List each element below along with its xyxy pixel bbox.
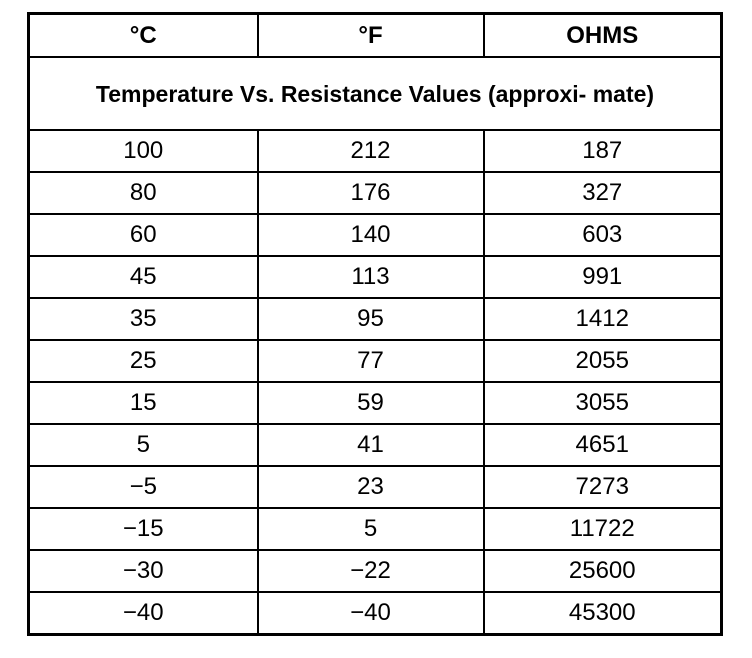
celsius-cell: −15 [29, 508, 258, 550]
ohms-cell: 187 [484, 130, 722, 172]
celsius-cell: 100 [29, 130, 258, 172]
fahrenheit-cell: 5 [258, 508, 484, 550]
ohms-cell: 11722 [484, 508, 722, 550]
table-row [29, 256, 722, 298]
table-caption: Temperature Vs. Resistance Values (approxi- mate) [29, 57, 722, 130]
celsius-cell: 60 [29, 214, 258, 256]
celsius-cell: 25 [29, 340, 258, 382]
fahrenheit-cell: 113 [258, 256, 484, 298]
header-ohms: OHMS [484, 14, 722, 58]
ohms-cell: 603 [484, 214, 722, 256]
celsius-cell: 15 [29, 382, 258, 424]
celsius-cell: 80 [29, 172, 258, 214]
table-row [29, 298, 722, 340]
ohms-cell: 1412 [484, 298, 722, 340]
table-row [29, 508, 722, 550]
ohms-cell: 25600 [484, 550, 722, 592]
ohms-cell: 4651 [484, 424, 722, 466]
celsius-cell: −40 [29, 592, 258, 635]
header-celsius: °C [29, 14, 258, 58]
header-row [29, 14, 722, 58]
table-row [29, 172, 722, 214]
fahrenheit-cell: 77 [258, 340, 484, 382]
celsius-cell: 5 [29, 424, 258, 466]
fahrenheit-cell: −22 [258, 550, 484, 592]
table-row [29, 340, 722, 382]
fahrenheit-cell: 212 [258, 130, 484, 172]
ohms-cell: 3055 [484, 382, 722, 424]
table-row [29, 592, 722, 635]
celsius-cell: 35 [29, 298, 258, 340]
ohms-cell: 7273 [484, 466, 722, 508]
fahrenheit-cell: −40 [258, 592, 484, 635]
celsius-cell: 45 [29, 256, 258, 298]
ohms-cell: 991 [484, 256, 722, 298]
fahrenheit-cell: 140 [258, 214, 484, 256]
fahrenheit-cell: 23 [258, 466, 484, 508]
fahrenheit-cell: 176 [258, 172, 484, 214]
temperature-resistance-table [27, 12, 723, 636]
header-fahrenheit: °F [258, 14, 484, 58]
table-row [29, 550, 722, 592]
table-row [29, 424, 722, 466]
fahrenheit-cell: 95 [258, 298, 484, 340]
celsius-cell: −30 [29, 550, 258, 592]
table-row [29, 214, 722, 256]
caption-row [29, 57, 722, 130]
table-row [29, 130, 722, 172]
fahrenheit-cell: 41 [258, 424, 484, 466]
ohms-cell: 327 [484, 172, 722, 214]
fahrenheit-cell: 59 [258, 382, 484, 424]
table-row [29, 466, 722, 508]
table-row [29, 382, 722, 424]
ohms-cell: 45300 [484, 592, 722, 635]
celsius-cell: −5 [29, 466, 258, 508]
ohms-cell: 2055 [484, 340, 722, 382]
table-container [27, 12, 720, 636]
